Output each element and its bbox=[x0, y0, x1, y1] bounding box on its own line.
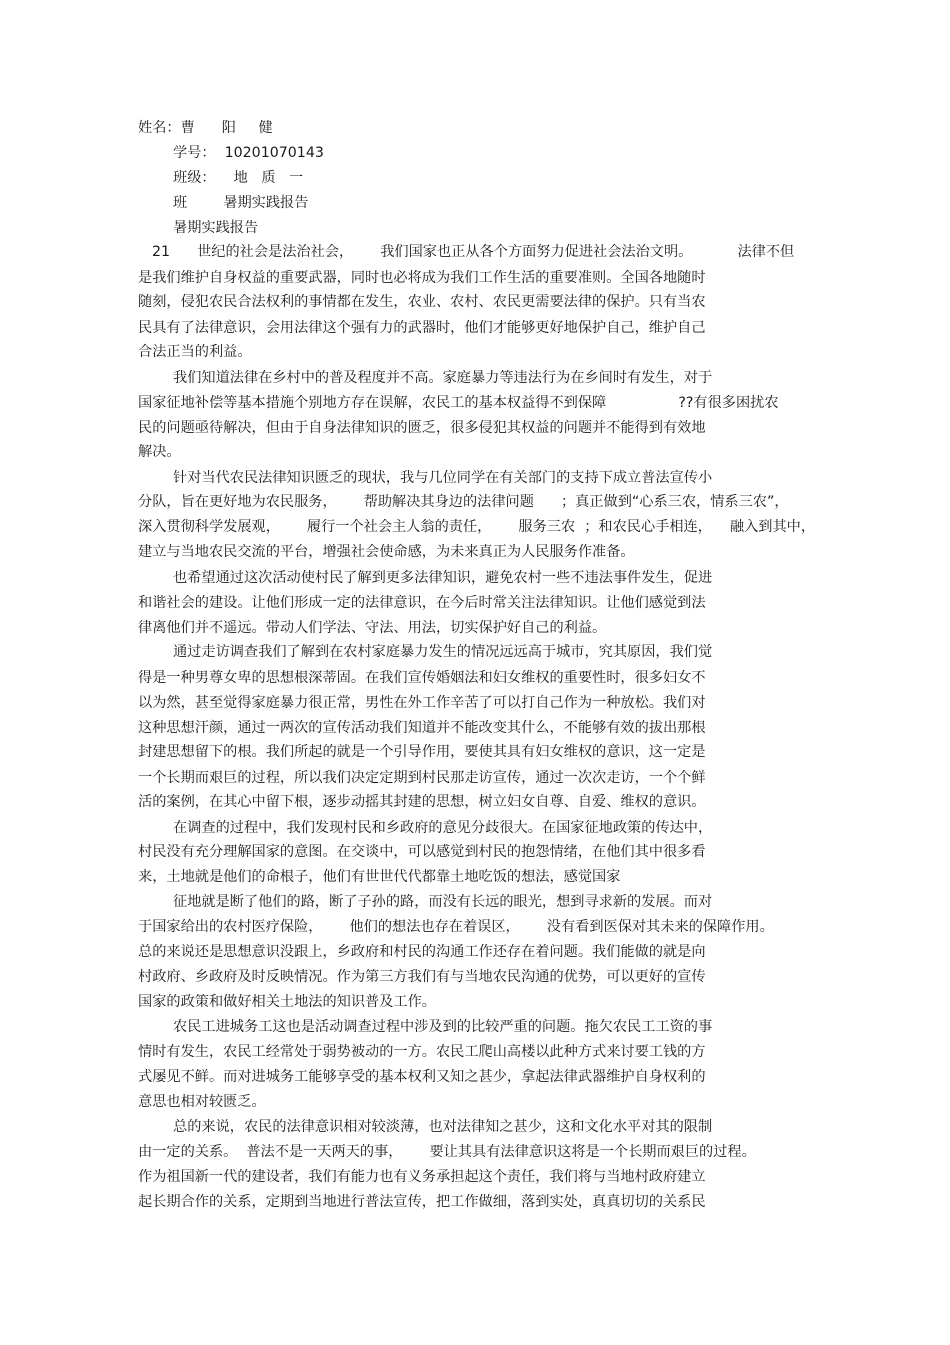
text-line: 于国家给出的农村医疗保险， 他们的想法也存在着误区， 没有看到医保对其未来的保障作用。 bbox=[138, 919, 774, 935]
text-line: 活的案例，在其心中留下根，逐步动摇其封建的思想，树立妇女自尊、自爱、维权的意识。 bbox=[138, 794, 706, 810]
text-line: 国家征地补偿等基本措施个别地方存在误解，农民工的基本权益得不到保障 ??有很多困扰农 bbox=[138, 395, 779, 411]
text-line: 来，土地就是他们的命根子，他们有世世代代都靠土地吃饭的想法，感觉国家 bbox=[138, 869, 621, 885]
text-line: 式屡见不鲜。而对进城务工能够享受的基本权利又知之甚少，拿起法律武器维护自身权利的 bbox=[138, 1069, 706, 1085]
text-line: 作为祖国新一代的建设者，我们有能力也有义务承担起这个责任，我们将与当地村政府建立 bbox=[138, 1169, 706, 1185]
text-line: 起长期合作的关系，定期到当地进行普法宣传，把工作做细，落到实处，真真切切的关系民 bbox=[138, 1194, 706, 1210]
text-line: 暑期实践报告 bbox=[173, 220, 259, 236]
text-line: 情时有发生，农民工经常处于弱势被动的一方。农民工爬山高楼以此种方式来讨要工钱的方 bbox=[138, 1044, 706, 1060]
text-line: 一个长期而艰巨的过程，所以我们决定定期到村民那走访宣传，通过一次次走访，一个个鲜 bbox=[138, 770, 706, 786]
text-line: 封建思想留下的根。我们所起的就是一个引导作用，要使其具有妇女维权的意识，这一定是 bbox=[138, 744, 706, 760]
text-line: 意思也相对较匮乏。 bbox=[138, 1094, 266, 1110]
text-line: 村政府、乡政府及时反映情况。作为第三方我们有与当地农民沟通的优势，可以更好的宣传 bbox=[138, 969, 706, 985]
text-line: 学号： 10201070143 bbox=[173, 145, 324, 161]
text-line: 以为然，甚至觉得家庭暴力很正常，男性在外工作辛苦了可以打自己作为一种放松。我们对 bbox=[138, 695, 706, 711]
text-line: 分队，旨在更好地为农民服务， 帮助解决其身边的法律问题 ；真正做到“心系三农，情系三农”， bbox=[138, 494, 789, 510]
text-line: 律离他们并不遥远。带动人们学法、守法、用法，切实保护好自己的利益。 bbox=[138, 620, 607, 636]
text-line: 是我们维护自身权益的重要武器，同时也必将成为我们工作生活的重要准则。全国各地随时 bbox=[138, 270, 706, 286]
text-line: 总的来说，农民的法律意识相对较淡薄，也对法律知之甚少，这和文化水平对其的限制 bbox=[173, 1119, 713, 1135]
text-line: 在调查的过程中，我们发现村民和乡政府的意见分歧很大。在国家征地政策的传达中， bbox=[173, 820, 713, 836]
text-line: 村民没有充分理解国家的意图。在交谈中，可以感觉到村民的抱怨情绪，在他们其中很多看 bbox=[138, 844, 706, 860]
text-line: 农民工进城务工这也是活动调查过程中涉及到的比较严重的问题。拖欠农民工工资的事 bbox=[173, 1019, 713, 1035]
text-line: 解决。 bbox=[138, 444, 181, 460]
text-line: 针对当代农民法律知识匮乏的现状，我与几位同学在有关部门的支持下成立普法宣传小 bbox=[173, 470, 713, 486]
text-line: 民具有了法律意识，会用法律这个强有力的武器时，他们才能够更好地保护自己，维护自己 bbox=[138, 320, 706, 336]
text-line: 姓名：曹 阳 健 bbox=[138, 120, 273, 136]
text-line: 班 暑期实践报告 bbox=[173, 195, 309, 211]
text-line: 民的问题亟待解决，但由于自身法律知识的匮乏，很多侵犯其权益的问题并不能得到有效地 bbox=[138, 420, 706, 436]
text-line: 和谐社会的建设。让他们形成一定的法律意识，在今后时常关注法律知识。让他们感觉到法 bbox=[138, 595, 706, 611]
text-line: 由一定的关系。 普法不是一天两天的事， 要让其具有法律意识这将是一个长期而艰巨的过程。 bbox=[138, 1144, 756, 1160]
text-line: 深入贯彻科学发展观， 履行一个社会主人翁的责任， 服务三农 ；和农民心手相连， 融入到其中， bbox=[138, 519, 816, 535]
text-line: 班级： 地 质 一 bbox=[173, 170, 304, 186]
text-line: 通过走访调查我们了解到在农村家庭暴力发生的情况远远高于城市，究其原因，我们觉 bbox=[173, 644, 713, 660]
text-line: 我们知道法律在乡村中的普及程度并不高。家庭暴力等违法行为在乡间时有发生，对于 bbox=[173, 370, 713, 386]
text-line: 建立与当地农民交流的平台，增强社会使命感，为未来真正为人民服务作准备。 bbox=[138, 544, 635, 560]
text-line: 这种思想汗颜，通过一两次的宣传活动我们知道并不能改变其什么，不能够有效的拔出那根 bbox=[138, 720, 706, 736]
text-line: 总的来说还是思想意识没跟上，乡政府和村民的沟通工作还存在着问题。我们能做的就是向 bbox=[138, 944, 706, 960]
text-line: 也希望通过这次活动使村民了解到更多法律知识，避免农村一些不违法事件发生，促进 bbox=[173, 570, 713, 586]
text-line: 征地就是断了他们的路，断了子孙的路，而没有长远的眼光，想到寻求新的发展。而对 bbox=[173, 894, 713, 910]
text-line: 合法正当的利益。 bbox=[138, 344, 252, 360]
text-line: 21 世纪的社会是法治社会， 我们国家也正从各个方面努力促进社会法治文明。 法律不但 bbox=[152, 244, 795, 260]
text-line: 随刻，侵犯农民合法权利的事情都在发生，农业、农村、农民更需要法律的保护。只有当农 bbox=[138, 294, 706, 310]
text-line: 得是一种男尊女卑的思想根深蒂固。在我们宣传婚姻法和妇女维权的重要性时，很多妇女不 bbox=[138, 670, 706, 686]
text-line: 国家的政策和做好相关土地法的知识普及工作。 bbox=[138, 994, 436, 1010]
